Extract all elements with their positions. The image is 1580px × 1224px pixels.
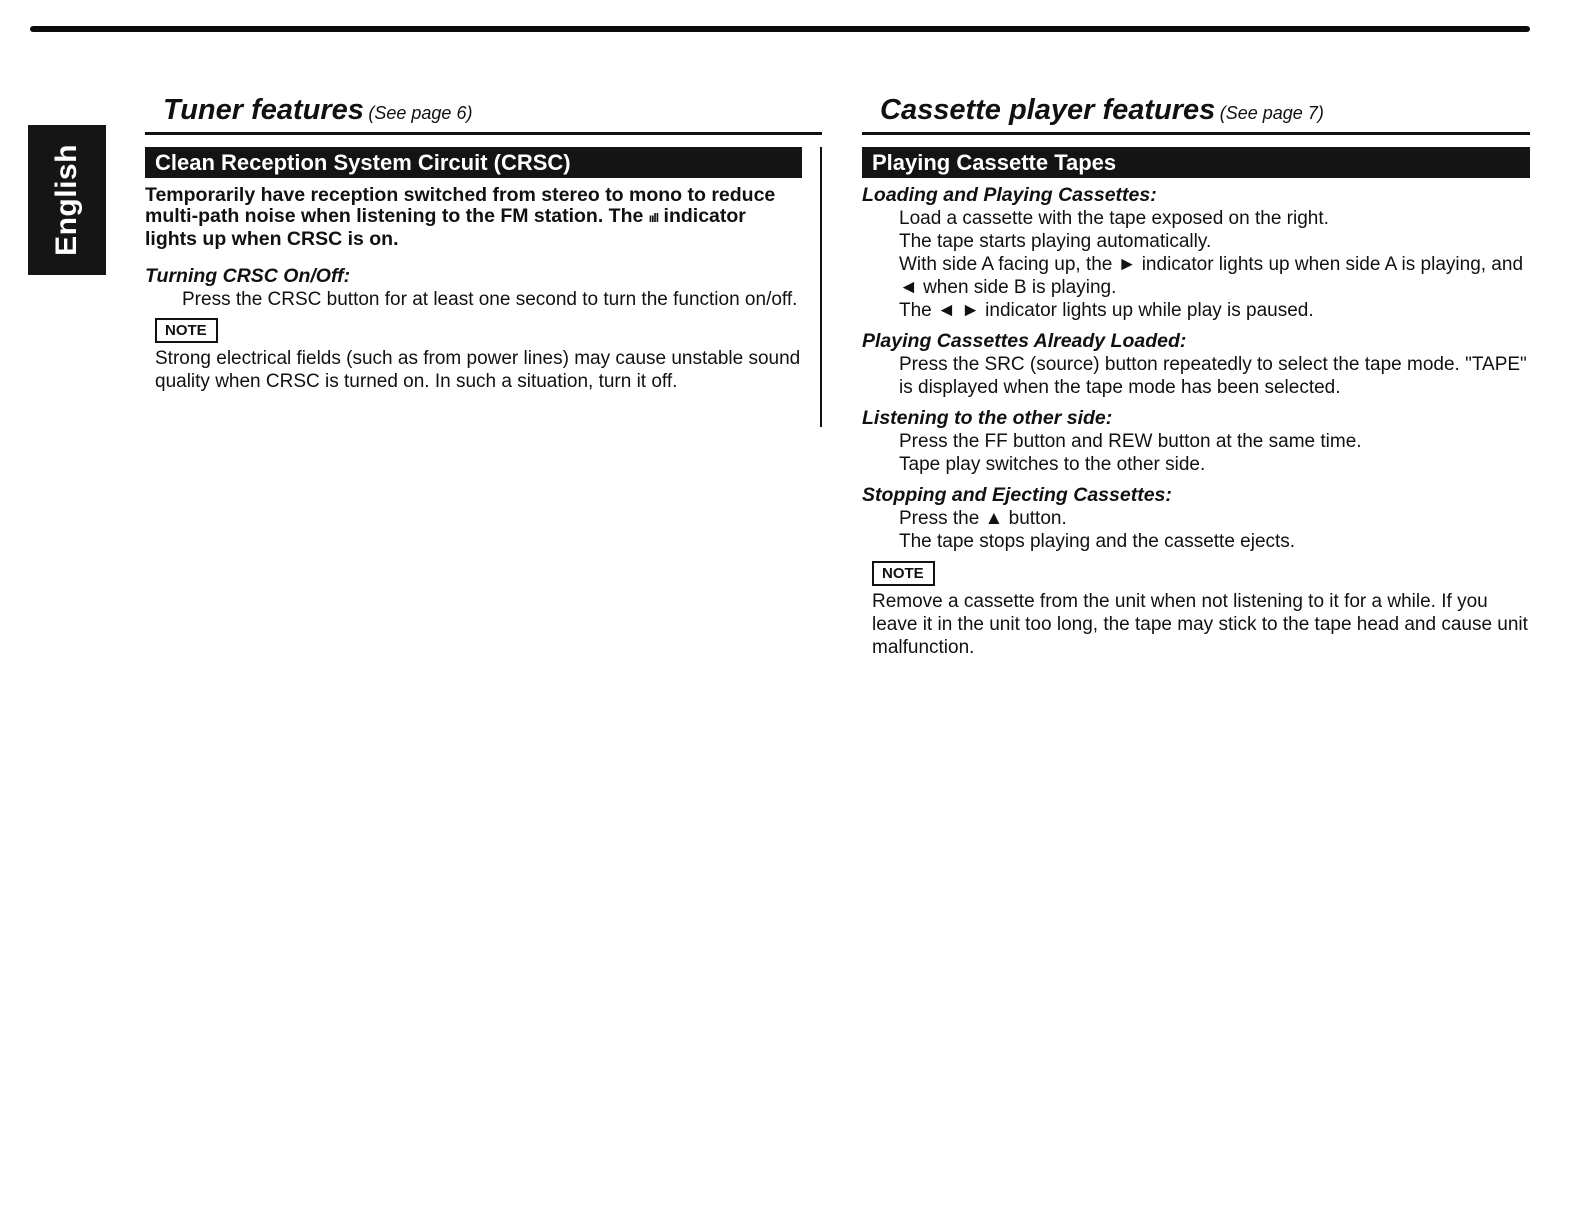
crsc-intro xyxy=(145,185,802,250)
loaded-text-1: Press the SRC (source) button repeatedly to select the tape mode. "TAPE" is displayed when the tape mode has been selected. xyxy=(899,354,1527,398)
crsc-onoff-text: Press the CRSC button for at least one second to turn the function on/off. xyxy=(182,289,798,310)
other-side-text-1: Press the FF button and REW button at the same time. xyxy=(899,431,1362,452)
language-tab-label: English xyxy=(50,144,83,256)
crsc-intro-b-pre: The xyxy=(608,205,644,227)
crsc-onoff-heading: Turning CRSC On/Off: xyxy=(145,265,351,287)
tuner-column xyxy=(145,94,822,427)
language-tab xyxy=(28,125,106,275)
tuner-page-ref: (See page 6) xyxy=(368,103,473,123)
other-side-heading: Listening to the other side: xyxy=(862,407,1113,429)
loaded-heading: Playing Cassettes Already Loaded: xyxy=(862,330,1187,352)
loading-text-1: Load a cassette with the tape exposed on the right. xyxy=(899,208,1329,229)
cassette-title xyxy=(862,94,1530,135)
loading-text-3: With side A facing up, the ► indicator lights up when side A is playing, and ◄ when side B is playing. xyxy=(899,254,1524,298)
eject-text-2: The tape stops playing and the cassette ejects. xyxy=(899,531,1296,552)
top-rule xyxy=(30,26,1530,32)
cassette-note-text: Remove a cassette from the unit when not listening to it for a while. If you leave it in the unit too long, the tape may stick to the tape head and cause unit malfunction. xyxy=(872,591,1528,658)
tuner-note-text: Strong electrical fields (such as from power lines) may cause unstable sound quality when CRSC is turned on. In such a situation, turn it off. xyxy=(155,348,801,392)
crsc-section-bar: Clean Reception System Circuit (CRSC) xyxy=(145,147,802,178)
cassette-page-ref: (See page 7) xyxy=(1219,103,1324,123)
tuner-note-badge: NOTE xyxy=(155,318,218,343)
cassette-note xyxy=(862,561,1530,659)
cassette-note-badge: NOTE xyxy=(872,561,935,586)
loading-text-2: The tape starts playing automatically. xyxy=(899,231,1212,252)
eject-text-1: Press the ▲ button. xyxy=(899,508,1067,529)
eject-heading: Stopping and Ejecting Cassettes: xyxy=(862,484,1172,506)
cassette-column xyxy=(862,94,1530,659)
other-side-text-2: Tape play switches to the other side. xyxy=(899,454,1206,475)
loading-heading: Loading and Playing Cassettes: xyxy=(862,184,1157,206)
cassette-section-bar: Playing Cassette Tapes xyxy=(862,147,1530,178)
tuner-title xyxy=(145,94,822,135)
tuner-body xyxy=(145,147,822,427)
signal-indicator-icon: ııll xyxy=(648,211,659,225)
tuner-note xyxy=(145,318,802,393)
cassette-title-text: Cassette player features xyxy=(880,94,1216,126)
tuner-title-text: Tuner features xyxy=(163,94,364,126)
crsc-intro-a: Temporarily have reception switched from stereo to mono to reduce multi-path noise when listening to the FM station. xyxy=(145,184,776,227)
loading-text-4: The ◄ ► indicator lights up while play is paused. xyxy=(899,300,1314,321)
crsc-intro-b-post: indicator lights up when CRSC is on. xyxy=(145,205,746,250)
